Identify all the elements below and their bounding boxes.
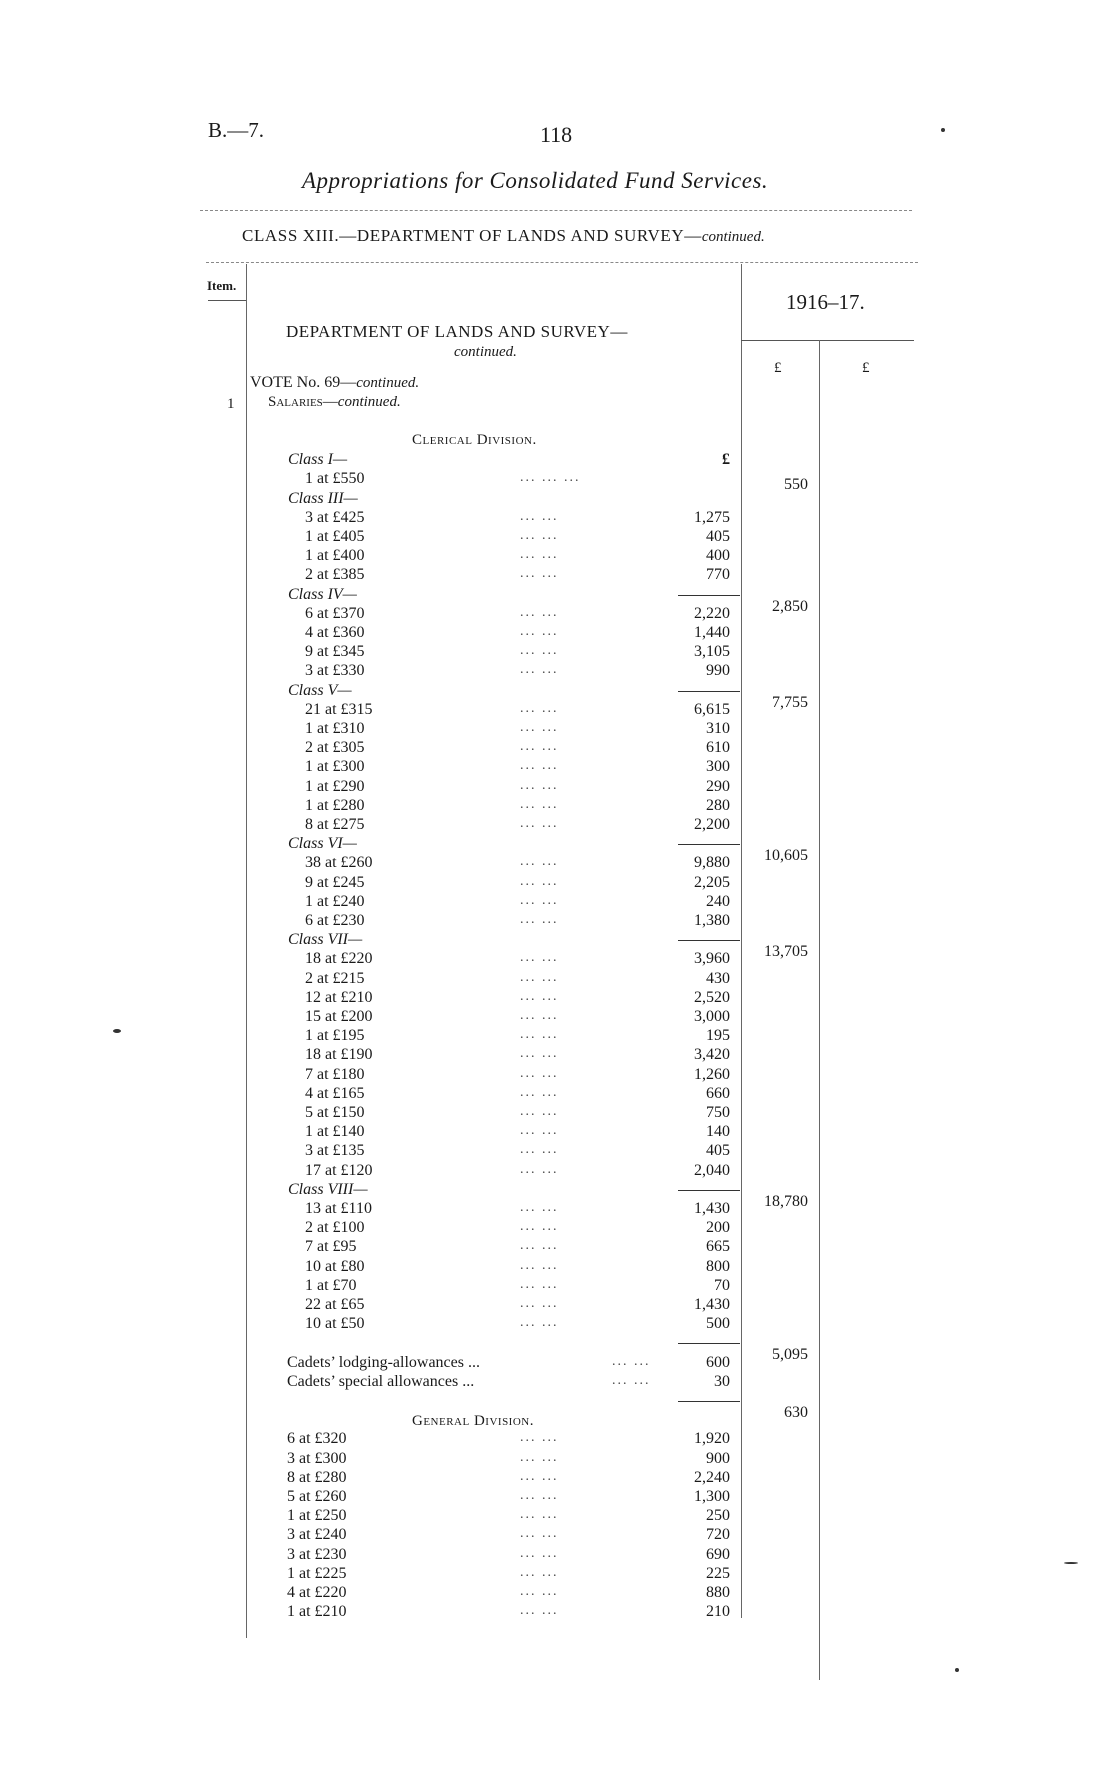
item-number: 1 [227, 396, 235, 412]
amount-cell: 880 [706, 1584, 730, 1601]
amount-cell: 2,205 [694, 873, 730, 891]
row-label: 21 at £315 [305, 700, 373, 718]
table-row [0, 1104, 1114, 1123]
salaries-heading-continued: continued. [337, 394, 401, 410]
row-label: 1 at £210 [287, 1603, 347, 1621]
amount-cell: 250 [706, 1507, 730, 1525]
leader-dots: ... ... [520, 604, 559, 620]
row-label: 3 at £230 [287, 1545, 347, 1563]
leader-dots: ... ... [520, 1564, 559, 1580]
division-heading-row [0, 1413, 1114, 1432]
table-row [0, 1085, 1114, 1104]
leader-dots: ... ... [520, 1315, 559, 1331]
leader-dots: ... ... [520, 508, 559, 524]
leader-dots: ... ... [520, 1257, 559, 1273]
amount-cell: 500 [706, 1315, 730, 1333]
leader-dots: ... ... [520, 1430, 559, 1446]
class-label: Class I— [288, 451, 348, 469]
table-row [0, 989, 1114, 1008]
year-heading-rule [741, 340, 914, 341]
table-row [0, 1238, 1114, 1257]
amount-cell: 9,880 [694, 854, 730, 872]
amount-cell: 1,430 [694, 1296, 730, 1313]
amount-cell: 665 [706, 1238, 730, 1256]
amount-cell: 2,040 [694, 1161, 730, 1179]
leader-dots: ... ... [520, 1200, 559, 1215]
subtotal-rule [678, 940, 740, 941]
row-label: 4 at £220 [287, 1584, 347, 1601]
leader-dots: ... ... [520, 1507, 559, 1523]
item-header-rule [208, 300, 246, 301]
row-label: 22 at £65 [305, 1296, 365, 1313]
table-row [0, 624, 1114, 643]
amount-cell: 290 [706, 777, 730, 795]
table-row [0, 816, 1114, 835]
leader-dots: ... ... [520, 816, 559, 831]
leader-dots: ... ... [520, 547, 559, 563]
leader-dots: ... ... [520, 1161, 559, 1177]
amount-cell: 660 [706, 1084, 730, 1102]
row-label: 1 at £405 [305, 528, 365, 545]
leader-dots: ... ... [612, 1372, 651, 1388]
amount-cell: £ [722, 451, 730, 469]
subtotal-rule [678, 1190, 740, 1191]
subtotal-cell: 630 [784, 1404, 808, 1421]
row-label: 18 at £220 [305, 950, 373, 968]
leader-dots: ... ... [520, 988, 559, 1004]
leader-dots: ... ... [520, 1084, 559, 1100]
row-label: 1 at £140 [305, 1123, 365, 1141]
table-row [0, 1450, 1114, 1469]
amount-cell: 610 [706, 739, 730, 757]
subtotal-cell: 7,755 [772, 693, 808, 711]
row-label: 7 at £95 [305, 1238, 357, 1256]
class-label: Class IV— [288, 585, 357, 603]
leader-dots: ... ... [520, 624, 559, 639]
class-label: Class VI— [288, 835, 357, 853]
currency-left-header: £ [774, 360, 782, 376]
table-row [0, 1200, 1114, 1219]
table-row [0, 1373, 1114, 1392]
row-label: 18 at £190 [305, 1046, 373, 1064]
class-heading-continued: continued. [701, 229, 765, 245]
amount-cell: 3,000 [694, 1008, 730, 1025]
leader-dots: ... ... [520, 643, 559, 659]
row-label: 4 at £165 [305, 1084, 365, 1102]
row-label: 2 at £305 [305, 739, 365, 757]
scan-speck [1064, 1562, 1078, 1564]
amount-cell: 430 [706, 969, 730, 987]
table-row [0, 758, 1114, 777]
leader-dots: ... ... [520, 1468, 559, 1484]
row-label: 2 at £215 [305, 969, 365, 987]
amount-cell: 2,200 [694, 816, 730, 833]
leader-dots: ... ... [520, 1545, 559, 1561]
salaries-heading-text: Salaries— [268, 394, 338, 410]
amount-cell: 6,615 [694, 700, 730, 718]
leader-dots: ... ... [520, 1104, 559, 1119]
row-label: 6 at £230 [305, 912, 365, 929]
table-row [0, 566, 1114, 585]
leader-dots: ... ... [520, 662, 559, 678]
table-row [0, 1430, 1114, 1449]
amount-cell: 30 [714, 1372, 730, 1390]
table-row [0, 701, 1114, 720]
leader-dots: ... ... [520, 1238, 559, 1254]
table-row [0, 1277, 1114, 1296]
amount-cell: 310 [706, 720, 730, 737]
table-row [0, 643, 1114, 662]
table-row [0, 1546, 1114, 1565]
table-row [0, 739, 1114, 758]
row-label: Cadets’ special allowances ... [287, 1372, 475, 1390]
leader-dots: ... ... [520, 700, 559, 716]
document-reference: B.—7. [208, 118, 265, 142]
row-label: 1 at £300 [305, 758, 365, 776]
table-row [0, 605, 1114, 624]
class-heading [242, 226, 765, 246]
leader-dots: ... ... [520, 739, 559, 755]
leader-dots: ... ... [520, 1027, 559, 1043]
leader-dots: ... ... [520, 1219, 559, 1235]
scan-speck [955, 1668, 959, 1672]
amount-cell: 1,430 [694, 1200, 730, 1217]
table-row [0, 1488, 1114, 1507]
row-label: 1 at £550 [305, 470, 365, 488]
leader-dots: ... ... [520, 1296, 559, 1311]
row-label: 13 at £110 [305, 1200, 372, 1217]
amount-cell: 1,380 [694, 912, 730, 929]
amount-cell: 200 [706, 1219, 730, 1237]
table-row [0, 547, 1114, 566]
row-label: 3 at £425 [305, 508, 365, 526]
row-label: 10 at £80 [305, 1257, 365, 1275]
leader-dots: ... ... [520, 1603, 559, 1619]
leader-dots: ... ... [520, 950, 559, 966]
class-heading-text: CLASS XIII.—DEPARTMENT OF LANDS AND SURVEY— [242, 226, 702, 245]
row-label: 10 at £50 [305, 1315, 365, 1333]
leader-dots: ... ... [520, 758, 559, 774]
row-label: 4 at £360 [305, 624, 365, 641]
leader-dots: ... ... [520, 528, 559, 543]
vote-heading-continued: continued. [356, 375, 420, 391]
table-row [0, 1008, 1114, 1027]
table-row [0, 854, 1114, 873]
amount-cell: 140 [706, 1123, 730, 1141]
table-row [0, 1526, 1114, 1545]
row-label: 38 at £260 [305, 854, 373, 872]
leader-dots: ... ... [520, 1142, 559, 1158]
table-row [0, 1027, 1114, 1046]
table-row [0, 1565, 1114, 1584]
table-row [0, 1142, 1114, 1161]
subtotal-cell: 5,095 [772, 1346, 808, 1364]
leader-dots: ... ... [520, 1276, 559, 1292]
amount-cell: 195 [706, 1027, 730, 1045]
scan-speck [113, 1029, 121, 1033]
leader-dots: ... ... [520, 566, 559, 582]
row-label: 2 at £385 [305, 566, 365, 584]
amount-cell: 900 [706, 1449, 730, 1467]
table-row [0, 778, 1114, 797]
row-label: 6 at £320 [287, 1430, 347, 1448]
amount-cell: 1,920 [694, 1430, 730, 1448]
table-row [0, 509, 1114, 528]
amount-cell: 770 [706, 566, 730, 584]
amount-cell: 1,300 [694, 1488, 730, 1505]
leader-dots: ... ... [520, 892, 559, 908]
division-label: General Division. [412, 1413, 534, 1430]
subtotal-rule [678, 844, 740, 845]
row-label: 9 at £245 [305, 873, 365, 891]
table-row [0, 874, 1114, 893]
row-label: 8 at £280 [287, 1468, 347, 1486]
class-label: Class III— [288, 489, 358, 507]
amount-cell: 70 [714, 1276, 730, 1294]
leader-dots: ... ... [520, 1008, 559, 1023]
item-column-header: Item. [207, 278, 237, 293]
subtotal-cell: 13,705 [764, 943, 808, 961]
amount-cell: 2,220 [694, 604, 730, 622]
amount-cell: 690 [706, 1545, 730, 1563]
subtotal-cell: 18,780 [764, 1192, 808, 1210]
division-heading-row [0, 432, 1114, 451]
table-row [0, 1162, 1114, 1181]
leader-dots: ... ... ... [520, 470, 581, 486]
table-row [0, 1258, 1114, 1277]
row-label: 3 at £300 [287, 1449, 347, 1467]
amount-cell: 405 [706, 1142, 730, 1160]
leader-dots: ... ... [520, 854, 559, 870]
amount-cell: 3,105 [694, 643, 730, 661]
leader-dots: ... ... [520, 912, 559, 927]
row-label: 15 at £200 [305, 1008, 373, 1025]
amount-cell: 400 [706, 547, 730, 565]
amount-cell: 2,520 [694, 988, 730, 1006]
row-label: 7 at £180 [305, 1065, 365, 1083]
row-label: 12 at £210 [305, 988, 373, 1006]
table-row [0, 1046, 1114, 1065]
table-row [0, 797, 1114, 816]
class-label: Class VII— [288, 931, 363, 949]
table-row [0, 1603, 1114, 1622]
amount-cell: 600 [706, 1353, 730, 1371]
row-label: 1 at £310 [305, 720, 365, 737]
row-label: 1 at £250 [287, 1507, 347, 1525]
row-label: Cadets’ lodging-allowances ... [287, 1353, 480, 1371]
currency-right-header: £ [862, 360, 870, 376]
row-label: 3 at £240 [287, 1526, 347, 1544]
vote-heading-text: VOTE No. 69— [250, 374, 357, 391]
table-row [0, 1296, 1114, 1315]
scan-speck [941, 128, 945, 132]
title-rule [200, 210, 912, 211]
row-label: 17 at £120 [305, 1161, 373, 1179]
row-label: 1 at £290 [305, 777, 365, 795]
table-row [0, 720, 1114, 739]
leader-dots: ... ... [520, 873, 559, 889]
amount-cell: 3,420 [694, 1046, 730, 1064]
subtotal-rule [678, 691, 740, 692]
leader-dots: ... ... [520, 1584, 559, 1599]
amount-cell: 240 [706, 892, 730, 910]
amount-cell: 300 [706, 758, 730, 776]
leader-dots: ... ... [612, 1353, 651, 1369]
table-row [0, 1219, 1114, 1238]
table-row [0, 1584, 1114, 1603]
subtotal-cell: 2,850 [772, 597, 808, 615]
amount-cell: 720 [706, 1526, 730, 1544]
division-label: Clerical Division. [412, 432, 537, 448]
row-label: 1 at £280 [305, 796, 365, 814]
page-title: Appropriations for Consolidated Fund Services. [302, 168, 769, 193]
class-label: Class VIII— [288, 1180, 368, 1198]
year-heading: 1916–17. [786, 290, 865, 314]
leader-dots: ... ... [520, 969, 559, 985]
amount-cell: 3,960 [694, 950, 730, 968]
row-label: 5 at £150 [305, 1104, 365, 1121]
amount-cell: 280 [706, 796, 730, 814]
table-row [0, 1392, 1114, 1421]
table-row [0, 912, 1114, 931]
amount-cell: 750 [706, 1104, 730, 1121]
row-label: 2 at £100 [305, 1219, 365, 1237]
leader-dots: ... ... [520, 1526, 559, 1542]
table-row [0, 970, 1114, 989]
leader-dots: ... ... [520, 1065, 559, 1081]
table-row [0, 1507, 1114, 1526]
subtotal-rule [678, 595, 740, 596]
amount-cell: 2,240 [694, 1468, 730, 1486]
amount-cell: 405 [706, 528, 730, 545]
table-row [0, 950, 1114, 969]
leader-dots: ... ... [520, 1046, 559, 1062]
subtotal-cell: 10,605 [764, 847, 808, 865]
table-row [0, 893, 1114, 912]
leader-dots: ... ... [520, 796, 559, 812]
table-row [0, 1469, 1114, 1488]
amount-cell: 225 [706, 1564, 730, 1582]
class-label: Class V— [288, 681, 352, 699]
row-label: 9 at £345 [305, 643, 365, 661]
vote-heading [250, 374, 419, 392]
table-row [0, 528, 1114, 547]
amount-cell: 990 [706, 662, 730, 680]
page-number: 118 [540, 122, 573, 147]
amount-cell: 1,260 [694, 1065, 730, 1083]
table-row [0, 1123, 1114, 1142]
subtotal-rule [678, 1401, 740, 1402]
department-continued: continued. [454, 344, 517, 360]
row-label: 5 at £260 [287, 1488, 347, 1505]
subtotal-cell: 550 [784, 476, 808, 494]
row-label: 1 at £400 [305, 547, 365, 565]
leader-dots: ... ... [520, 777, 559, 793]
leader-dots: ... ... [520, 1123, 559, 1139]
table-row [0, 1354, 1114, 1373]
amount-cell: 1,440 [694, 624, 730, 641]
class-rule [206, 262, 918, 263]
row-label: 8 at £275 [305, 816, 365, 833]
amount-cell: 210 [706, 1603, 730, 1621]
salaries-heading [268, 394, 401, 411]
row-label: 1 at £70 [305, 1276, 357, 1294]
amount-cell: 1,275 [694, 508, 730, 526]
row-label: 3 at £330 [305, 662, 365, 680]
leader-dots: ... ... [520, 1488, 559, 1503]
table-row [0, 1315, 1114, 1334]
subtotal-rule [678, 1343, 740, 1344]
leader-dots: ... ... [520, 720, 559, 735]
row-label: 1 at £240 [305, 892, 365, 910]
table-row [0, 662, 1114, 681]
row-label: 6 at £370 [305, 604, 365, 622]
row-label: 1 at £195 [305, 1027, 365, 1045]
leader-dots: ... ... [520, 1449, 559, 1465]
table-row [0, 490, 1114, 509]
table-row [0, 470, 1114, 494]
department-title: DEPARTMENT OF LANDS AND SURVEY— [286, 322, 628, 341]
table-row [0, 1066, 1114, 1085]
table-row [0, 451, 1114, 470]
row-label: 3 at £135 [305, 1142, 365, 1160]
amount-cell: 800 [706, 1257, 730, 1275]
row-label: 1 at £225 [287, 1564, 347, 1582]
